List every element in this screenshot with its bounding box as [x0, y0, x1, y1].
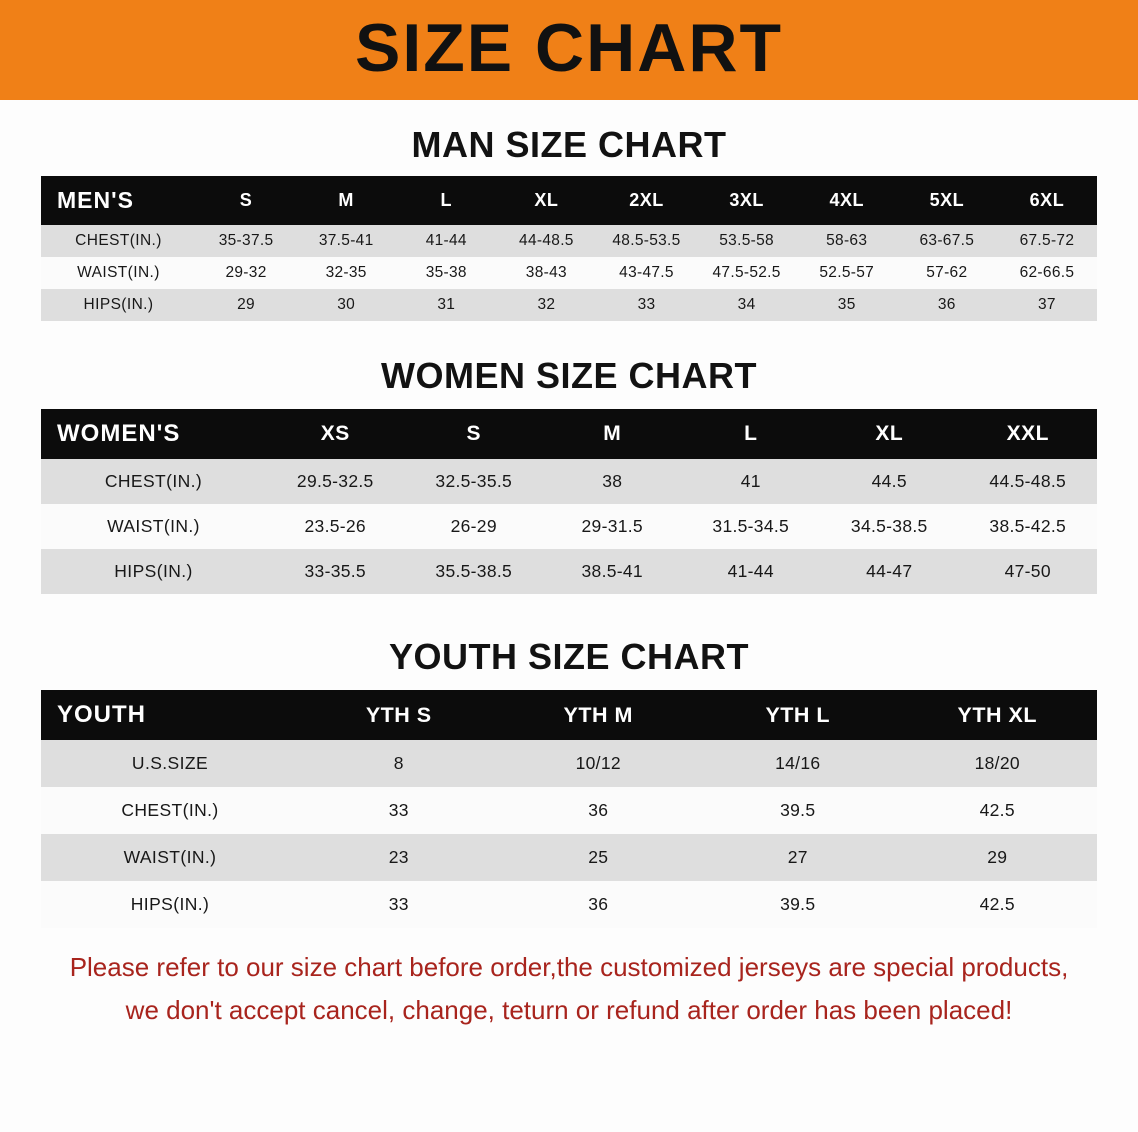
man-row-label-hips: HIPS(IN.) — [41, 289, 196, 321]
man-chest-3xl: 53.5-58 — [697, 225, 797, 257]
man-hips-xl: 32 — [496, 289, 596, 321]
man-waist-2xl: 43-47.5 — [596, 257, 696, 289]
man-waist-5xl: 57-62 — [897, 257, 997, 289]
man-hips-6xl: 37 — [997, 289, 1097, 321]
women-table-header-row — [41, 409, 1097, 459]
youth-row-label-chest: CHEST(IN.) — [41, 787, 299, 834]
man-chest-m: 37.5-41 — [296, 225, 396, 257]
youth-row-header: YOUTH — [57, 701, 146, 728]
women-col-2: S — [466, 422, 481, 445]
women-waist-xs: 23.5-26 — [266, 504, 405, 549]
women-chest-l: 41 — [682, 459, 821, 504]
man-chest-4xl: 58-63 — [797, 225, 897, 257]
table-row — [41, 289, 1097, 321]
man-col-6: 3XL — [729, 190, 764, 210]
women-hips-xxl: 47-50 — [959, 549, 1098, 594]
women-waist-m: 29-31.5 — [543, 504, 682, 549]
women-col-3: M — [603, 422, 622, 445]
women-chest-s: 32.5-35.5 — [405, 459, 544, 504]
man-hips-3xl: 34 — [697, 289, 797, 321]
women-col-4: L — [744, 422, 758, 445]
youth-col-2: YTH M — [563, 702, 633, 727]
women-chest-xxl: 44.5-48.5 — [959, 459, 1098, 504]
table-row — [41, 257, 1097, 289]
man-hips-2xl: 33 — [596, 289, 696, 321]
youth-row-label-waist: WAIST(IN.) — [41, 834, 299, 881]
women-row-label-waist: WAIST(IN.) — [41, 504, 266, 549]
man-col-7: 4XL — [829, 190, 864, 210]
man-col-3: L — [440, 190, 453, 210]
table-row — [41, 740, 1097, 787]
banner-title: SIZE CHART — [355, 10, 783, 86]
women-row-label-chest: CHEST(IN.) — [41, 459, 266, 504]
youth-row-label-hips: HIPS(IN.) — [41, 881, 299, 928]
man-chest-2xl: 48.5-53.5 — [596, 225, 696, 257]
man-col-5: 2XL — [629, 190, 664, 210]
youth-table-header-row — [41, 690, 1097, 740]
youth-section-title: YOUTH SIZE CHART — [388, 636, 749, 677]
man-chest-l: 41-44 — [396, 225, 496, 257]
table-row — [41, 225, 1097, 257]
man-chest-5xl: 63-67.5 — [897, 225, 997, 257]
man-waist-xl: 38-43 — [496, 257, 596, 289]
women-hips-m: 38.5-41 — [543, 549, 682, 594]
table-row — [41, 504, 1097, 549]
man-table-header-row — [41, 176, 1097, 225]
man-hips-l: 31 — [396, 289, 496, 321]
youth-chest-xl: 42.5 — [898, 787, 1098, 834]
man-waist-3xl: 47.5-52.5 — [697, 257, 797, 289]
women-waist-xxl: 38.5-42.5 — [959, 504, 1098, 549]
women-hips-l: 41-44 — [682, 549, 821, 594]
man-waist-s: 29-32 — [196, 257, 296, 289]
women-table-wrap — [41, 409, 1097, 594]
youth-hips-l: 39.5 — [698, 881, 898, 928]
youth-chest-l: 39.5 — [698, 787, 898, 834]
youth-ussize-m: 10/12 — [499, 740, 699, 787]
youth-hips-s: 33 — [299, 881, 499, 928]
man-col-2: M — [338, 190, 354, 210]
banner — [0, 0, 1138, 100]
table-row — [41, 834, 1097, 881]
man-row-label-chest: CHEST(IN.) — [41, 225, 196, 257]
women-waist-xl: 34.5-38.5 — [820, 504, 959, 549]
man-row-label-waist: WAIST(IN.) — [41, 257, 196, 289]
youth-chest-m: 36 — [499, 787, 699, 834]
women-waist-s: 26-29 — [405, 504, 544, 549]
man-chest-xl: 44-48.5 — [496, 225, 596, 257]
man-col-1: S — [239, 190, 253, 210]
women-waist-l: 31.5-34.5 — [682, 504, 821, 549]
man-hips-s: 29 — [196, 289, 296, 321]
youth-chest-s: 33 — [299, 787, 499, 834]
youth-waist-m: 25 — [499, 834, 699, 881]
man-hips-5xl: 36 — [897, 289, 997, 321]
youth-row-label-ussize: U.S.SIZE — [41, 740, 299, 787]
women-row-header: WOMEN'S — [57, 420, 181, 447]
disclaimer-line-2: we don't accept cancel, change, teturn or refund after order has been placed! — [125, 994, 1013, 1025]
youth-table-wrap — [41, 690, 1097, 928]
man-waist-l: 35-38 — [396, 257, 496, 289]
youth-hips-xl: 42.5 — [898, 881, 1098, 928]
youth-waist-l: 27 — [698, 834, 898, 881]
man-hips-m: 30 — [296, 289, 396, 321]
table-row — [41, 787, 1097, 834]
youth-col-3: YTH L — [765, 702, 831, 727]
disclaimer-line-1: Please refer to our size chart before order,the customized jerseys are special products, — [69, 952, 1069, 982]
man-size-table — [41, 176, 1097, 321]
man-hips-4xl: 35 — [797, 289, 897, 321]
youth-col-4: YTH XL — [957, 702, 1037, 727]
women-col-5: XL — [875, 422, 904, 445]
man-waist-4xl: 52.5-57 — [797, 257, 897, 289]
women-size-table — [41, 409, 1097, 594]
disclaimer-note — [39, 946, 1099, 1032]
women-hips-xl: 44-47 — [820, 549, 959, 594]
women-row-label-hips: HIPS(IN.) — [41, 549, 266, 594]
youth-waist-s: 23 — [299, 834, 499, 881]
youth-hips-m: 36 — [499, 881, 699, 928]
youth-waist-xl: 29 — [898, 834, 1098, 881]
table-row — [41, 459, 1097, 504]
man-waist-6xl: 62-66.5 — [997, 257, 1097, 289]
man-waist-m: 32-35 — [296, 257, 396, 289]
man-col-9: 6XL — [1029, 190, 1065, 210]
women-hips-xs: 33-35.5 — [266, 549, 405, 594]
man-row-header: MEN'S — [57, 187, 134, 213]
women-hips-s: 35.5-38.5 — [405, 549, 544, 594]
man-chest-s: 35-37.5 — [196, 225, 296, 257]
women-col-1: XS — [320, 422, 350, 445]
man-table-wrap — [41, 176, 1097, 321]
table-row — [41, 881, 1097, 928]
man-col-4: XL — [534, 190, 559, 210]
man-col-8: 5XL — [929, 190, 965, 210]
youth-ussize-xl: 18/20 — [898, 740, 1098, 787]
man-chest-6xl: 67.5-72 — [997, 225, 1097, 257]
women-col-6: XXL — [1006, 422, 1049, 445]
women-chest-m: 38 — [543, 459, 682, 504]
youth-size-table — [41, 690, 1097, 928]
youth-ussize-l: 14/16 — [698, 740, 898, 787]
women-section-title: WOMEN SIZE CHART — [381, 355, 757, 396]
youth-ussize-s: 8 — [299, 740, 499, 787]
man-section-title: MAN SIZE CHART — [411, 124, 727, 165]
women-chest-xs: 29.5-32.5 — [266, 459, 405, 504]
youth-col-1: YTH S — [365, 702, 432, 727]
table-row — [41, 549, 1097, 594]
women-chest-xl: 44.5 — [820, 459, 959, 504]
